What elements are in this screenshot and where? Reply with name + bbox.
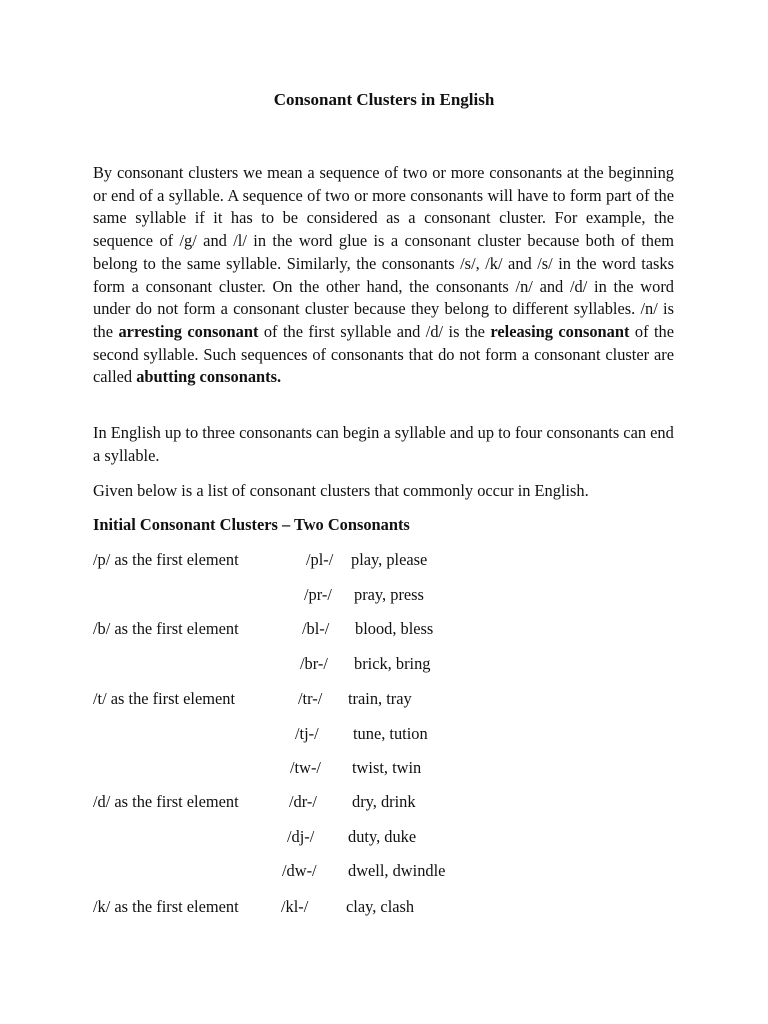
cluster-row (0, 584, 768, 606)
cluster-row (0, 653, 768, 675)
term-arresting-consonant: arresting consonant (118, 321, 259, 341)
cluster-row (0, 826, 768, 848)
cluster-label: /p/ as the first element (93, 550, 239, 569)
list-intro-paragraph: Given below is a list of consonant clusters that commonly occur in English. (93, 481, 589, 500)
cluster-row (0, 688, 768, 710)
term-abutting-consonants: abutting consonants. (136, 367, 282, 387)
cluster-label: /d/ as the first element (93, 792, 239, 811)
cluster-examples: pray, press (354, 585, 424, 604)
document-title: Consonant Clusters in English (273, 90, 495, 109)
cluster-examples: dry, drink (352, 792, 416, 811)
cluster-examples: dwell, dwindle (348, 861, 446, 880)
cluster-row (0, 896, 768, 918)
intro-text-3: of the second syllable. Such sequences of consonants that do not form a consonant cluster are called (93, 321, 674, 387)
intro-text-1: By consonant clusters we mean a sequence of two or more consonants at the beginning or end of a syllable. A sequence of two or more consonants will have to form part of the same syllable if it has to be considered as a consonant cluster. For example, the sequence of /g/ and /l/ in the word glue is a consonant cluster because both of them belong to the same syllable. Similarly, the consonants /s/, /k/ and /s/ in the word tasks form a consonant cluster. On the other hand, the consonants /n/ and /d/ in the word under do not form a consonant cluster because they belong to different syllables. /n/ is the (93, 163, 674, 341)
intro-text-2: of the first syllable and /d/ is the (258, 321, 491, 341)
cluster-symbol: /pl-/ (306, 550, 334, 569)
cluster-examples: play, please (351, 550, 428, 569)
cluster-examples: twist, twin (352, 758, 422, 777)
cluster-row (0, 549, 768, 571)
cluster-symbol: /kl-/ (281, 897, 309, 916)
cluster-symbol: /pr-/ (304, 585, 332, 604)
cluster-symbol: /dr-/ (289, 792, 317, 811)
cluster-symbol: /dj-/ (287, 827, 315, 846)
cluster-row (0, 860, 768, 882)
cluster-label: /t/ as the first element (93, 689, 236, 708)
cluster-examples: duty, duke (348, 827, 417, 846)
cluster-examples: train, tray (348, 689, 412, 708)
cluster-symbol: /bl-/ (302, 619, 330, 638)
cluster-symbol: /tj-/ (295, 724, 319, 743)
section-heading: Initial Consonant Clusters – Two Consonants (93, 515, 410, 534)
cluster-row (0, 791, 768, 813)
cluster-symbol: /tr-/ (298, 689, 323, 708)
cluster-label: /b/ as the first element (93, 619, 239, 638)
cluster-row (0, 618, 768, 640)
cluster-symbol: /dw-/ (282, 861, 317, 880)
cluster-row (0, 757, 768, 779)
cluster-symbol: /br-/ (300, 654, 328, 673)
syllable-limits-paragraph: In English up to three consonants can begin a syllable and up to four consonants can end a syllable. (93, 423, 674, 465)
cluster-symbol: /tw-/ (290, 758, 321, 777)
intro-paragraph (93, 162, 674, 389)
cluster-examples: blood, bless (355, 619, 434, 638)
term-releasing-consonant: releasing consonant (490, 321, 630, 341)
cluster-row (0, 723, 768, 745)
cluster-label: /k/ as the first element (93, 897, 239, 916)
cluster-examples: clay, clash (346, 897, 415, 916)
cluster-examples: tune, tution (353, 724, 428, 743)
cluster-examples: brick, bring (354, 654, 431, 673)
